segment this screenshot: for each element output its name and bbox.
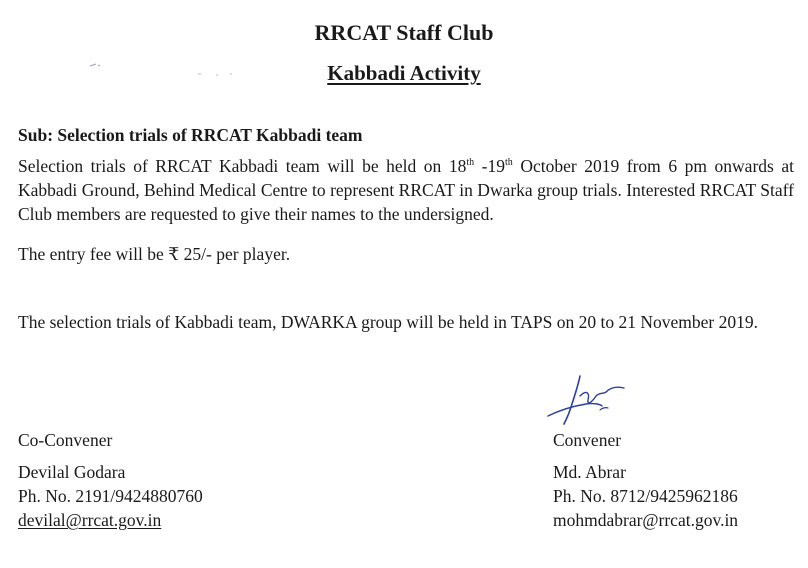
ordinal-suffix: th	[466, 157, 475, 168]
paragraph-dwarka-trials: The selection trials of Kabbadi team, DWARKA group will be held in TAPS on 20 to 21 November 2019.	[18, 312, 758, 332]
co-convener-phone: Ph. No. 2191/9424880760	[18, 486, 203, 506]
convener-email: mohmdabrar@rrcat.gov.in	[553, 510, 739, 530]
convener-role: Convener	[553, 430, 622, 450]
scan-speck-mark	[88, 60, 118, 70]
convener-signature-mark	[540, 370, 640, 430]
ordinal-suffix: th	[505, 157, 513, 168]
co-convener-email-link[interactable]: devilal@rrcat.gov.in	[18, 510, 162, 530]
convener-phone: Ph. No. 8712/9425962186	[553, 486, 738, 506]
club-title: RRCAT Staff Club	[314, 20, 494, 45]
convener-details	[553, 460, 738, 532]
subject-line: Sub: Selection trials of RRCAT Kabbadi team	[18, 125, 363, 145]
paragraph-entry-fee: The entry fee will be ₹ 25/- per player.	[18, 244, 291, 264]
convener-name: Md. Abrar	[553, 462, 626, 482]
co-convener-details	[18, 460, 203, 532]
paragraph1-text-c: October 2019 from 6 pm onwards at Kabbadi Ground, Behind Medical Centre to represent RRCAT in Dwarka group trials. Interested RRCAT Staff Club members are requested to give their names to the undersigned.	[18, 156, 794, 224]
co-convener-name: Devilal Godara	[18, 462, 126, 482]
paragraph1-text-a: Selection trials of RRCAT Kabbadi team will be held on 18	[18, 156, 467, 176]
co-convener-role: Co-Convener	[18, 430, 113, 450]
paragraph-selection-trials	[18, 154, 794, 226]
paragraph1-text-b: -19	[474, 156, 506, 176]
activity-title	[0, 60, 808, 86]
scan-speck-mark	[196, 70, 236, 78]
activity-title-text: Kabbadi Activity	[327, 61, 481, 85]
